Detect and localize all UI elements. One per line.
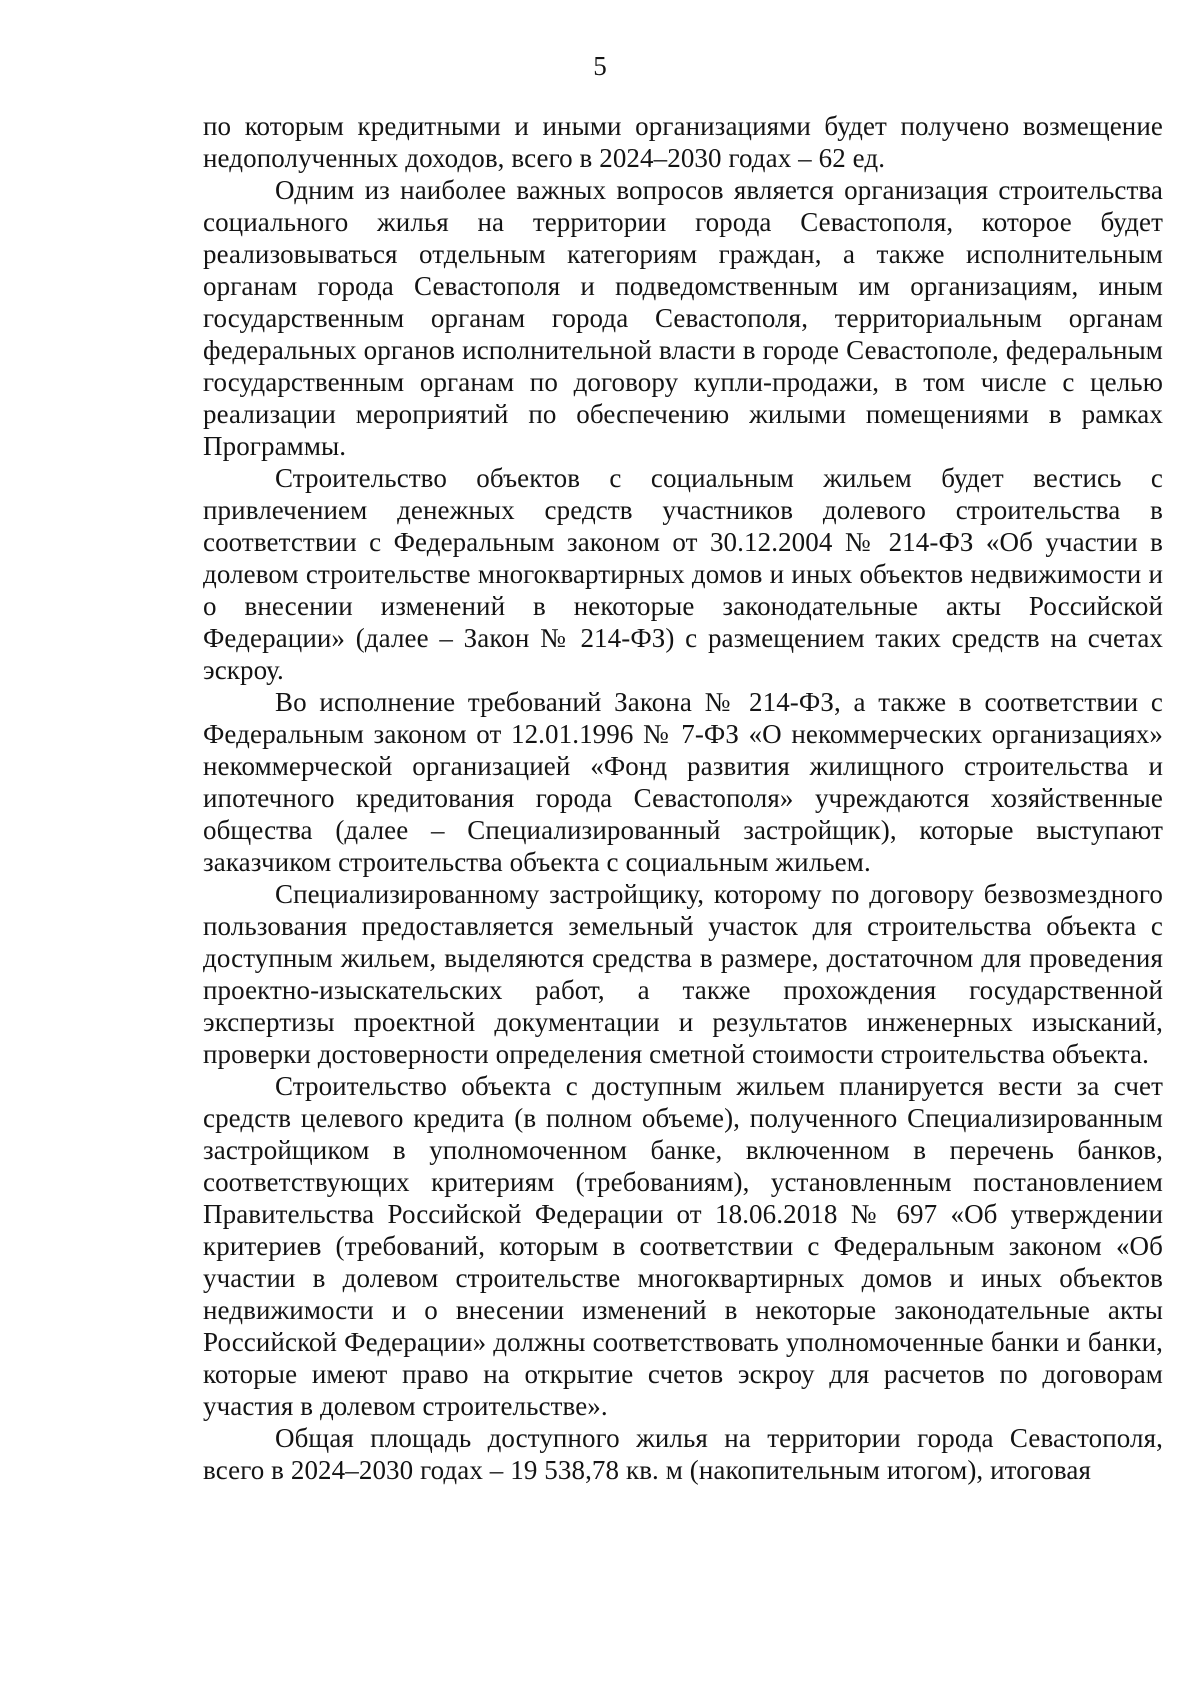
- paragraph-specialized-developer: Во исполнение требований Закона № 214-ФЗ, а также в соответствии с Федеральным законом от 12.01.1996 № 7-ФЗ «О некоммерческих организациях» некоммерческой организацией «Фонд развития жилищного строительства и ипотечного кредитования города Севастополя» учреждаются хозяйственные общества (далее – Специализированный застройщик), которые выступают заказчиком строительства объекта с социальным жильем.: [203, 687, 1163, 877]
- paragraph-target-credit: Строительство объекта с доступным жильем планируется вести за счет средств целевого кредита (в полном объеме), полученного Специализированным застройщиком в уполномоченном банке, включенном в перечень банков, соответствующих критериям (требованиям), установленным постановлением Правительства Российской Федерации от 18.06.2018 № 697 «Об утверждении критериев (требований, которым в соответствии с Федеральным законом «Об участии в долевом строительстве многоквартирных домов и иных объектов недвижимости и о внесении изменений в некоторые законодательные акты Российской Федерации» должны соответствовать уполномоченные банки и банки, которые имеют право на открытие счетов эскроу для расчетов по договорам участия в долевом строительстве».: [203, 1071, 1163, 1421]
- paragraph-shared-construction: Строительство объектов с социальным жильем будет вестись с привлечением денежных средств участников долевого строительства в соответствии с Федеральным законом от 30.12.2004 № 214-ФЗ «Об участии в долевом строительстве многоквартирных домов и иных объектов недвижимости и о внесении изменений в некоторые законодательные акты Российской Федерации» (далее – Закон № 214-ФЗ) с размещением таких средств на счетах эскроу.: [203, 463, 1163, 685]
- page-number: 5: [593, 51, 607, 81]
- document-body: [203, 110, 1163, 1486]
- paragraph-social-housing: Одним из наиболее важных вопросов является организация строительства социального жилья на территории города Севастополя, которое будет реализовываться отдельным категориям граждан, а также исполнительным органам города Севастополя и подведомственным им организациям, иным государственным органам города Севастополя, территориальным органам федеральных органов исполнительной власти в городе Севастополе, федеральным государственным органам по договору купли-продажи, в том числе с целью реализации мероприятий по обеспечению жилыми помещениями в рамках Программы.: [203, 175, 1163, 461]
- paragraph-total-area: Общая площадь доступного жилья на территории города Севастополя, всего в 2024–2030 годах – 19 538,78 кв. м (накопительным итогом), итоговая: [203, 1423, 1163, 1485]
- paragraph-land-plot: Специализированному застройщику, которому по договору безвозмездного пользования предоставляется земельный участок для строительства объекта с доступным жильем, выделяются средства в размере, достаточном для проведения проектно-изыскательских работ, а также прохождения государственной экспертизы проектной документации и результатов инженерных изысканий, проверки достоверности определения сметной стоимости строительства объекта.: [203, 879, 1163, 1069]
- paragraph-continuation: по которым кредитными и иными организациями будет получено возмещение недополученных доходов, всего в 2024–2030 годах – 62 ед.: [203, 111, 1163, 173]
